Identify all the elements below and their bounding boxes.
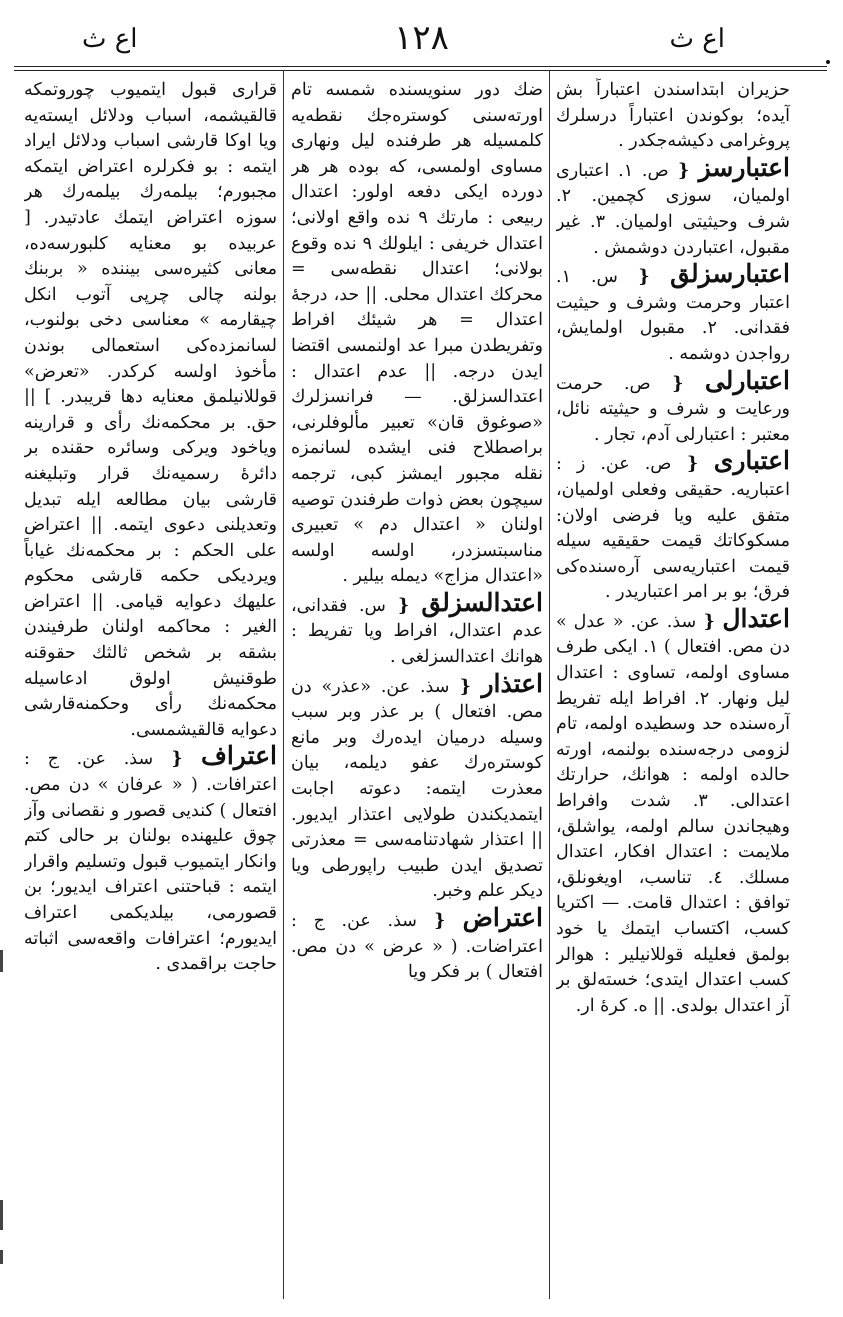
entry-brace: { (416, 911, 463, 931)
entry-headword: اعتبارسز (698, 152, 790, 182)
entry-headword: اعتذار (481, 668, 543, 698)
dictionary-entry (556, 365, 790, 449)
entry-headword: اعتدالسزلق (421, 587, 543, 617)
entry-text: ضك دور سنويسنده شمسه تام اورته‌سنى كوستره‌جك نقطه‌يه كلمسيله هر طرفنده ليل ونهارى مساوى اولمسى، كه بوده هر هر دورده ايكى دفعه اولور: اعتدال ربيعى : مارتك ٩ نده واقع اولانى؛ اعتدال خريفى : ايلولك ٩ نده وقوع بولانى؛ اعتدال نقطه‌سى = محركك اعتدال محلى. || حد، درجهٔ اعتدال = هر شيئك افراط وتفريطدن مبرا عد اولنمسى اقتضا ايدن درجه. || عدم اعتدال : اعتدالسزلق. — فرانسزلرك «صوغوق قان» تعبير مألوفلرنى، براصطلاح فنى ايشده لسانمزه نقله مجبور ايمشز كبى، ترجمه سيچون بعض ذوات طرفندن توصيه اولنان « اعتدال دم » تعبيرى مناسبتسزدر، اولسه اولسه «اعتدال مزاج» ديمله بيلير . (291, 80, 543, 587)
entry-brace: { (385, 595, 422, 616)
entry-text: ص. حرمت ورعايت و شرف و حيثيته نائل، معتبر : اعتبارلى آدم، تجار . (556, 373, 790, 445)
entry-brace: { (671, 454, 714, 475)
entry-text: سذ. عن. ج : اعترافات. ( « عرفان » دن مص. افتعال ) كنديى قصور و نقصانى وآز چوق عليهنده بولنان بر حالى كتم وانكار ايتميوب قبول وتسليم واقرار ايتمه : قباحتنى اعتراف ايديور؛ بن قصورمى، بيلديكمى اعتراف ايديورم؛ اعترافات واقعه‌سى اثباته حاجت براقمدى . (24, 749, 277, 975)
entry-headword: اعتبارلى (704, 365, 790, 395)
dictionary-entry (556, 603, 790, 1020)
entry-text: ص. عن. ز : اعتباريه. حقيقى وفعلى اولميان، متفق عليه ويا فرضى اولان: مسكوكاتك قيمت حقيقيه سيله قيمت اعتباريه‌سى آره‌سنده‌كى فرق؛ بو بر امر اعتباريدر . (556, 454, 790, 603)
entry-brace: { (153, 749, 201, 770)
dictionary-entry (291, 668, 543, 905)
header-rule (14, 66, 827, 67)
entry-text: قرارى قبول ايتميوب چوروتمكه قالقيشمه، اسباب ودلائل ايسته‌يه ويا اوكا قارشى اسباب ودلائل ايراد ايتمه : بو فكرلره اعتراض ايتمكه مجبورم؛ بيلمه‌رك بيلمه‌رك هر سوزه اعتراض ايتمك عادتيدر. [ عربيده بو معنايه كلبورسه‌ده، معانى كثيره‌سى بيننده « بربنك بولنه چالى چرپى آتوب انكل چيقارمه » معناسى دخى بولنوب، لسانمزده‌كى استعمالى بوندن مأخوذ اولسه كركدر. «تعرض» قوللانيلمق معنايه دها قريبدر. ] || حق. بر محكمه‌نك رأى و قرارينه وياخود ويركى وسائره حقنده بر دائرهٔ رسميه‌نك قرار وتبليغنه قارشى بيان مطالعه ايله تبديل وتعديلنى دعوى ايتمه. || اعتراض على الحكم : بر محكمه‌نك غياباً ويرديكى حكمه قارشى محكوم عليهك دعوايه قيامى. || اعتراض الغير : محاكمه اولنان طرفيندن بشقه بر شخص ثالثك حقوقنه طوقنيش اولوق ادعاسيله محكمه‌نك رأى وحكمنه‌قارشى دعوايه قالقيشمسى. (24, 80, 277, 740)
entry-headword: اعتبارى (713, 446, 790, 476)
header-rule-thin (14, 70, 827, 71)
entry-text: ص. ١. اعتبارى اولميان، سوزى كچمين. ٢. شرف وحيثيتى اولميان. ٣. غير مقبول، اعتباردن دوشمش . (556, 160, 790, 258)
entry-headword: اعتدال (722, 603, 790, 633)
entry-text: سذ. عن. ج : اعتراضات. ( « عرض » دن مص. افتعال ) بر فكر ويا (291, 911, 543, 983)
entry-headword: اعتبارسزلق (670, 259, 790, 289)
entry-headword: اعتراض (462, 903, 543, 932)
dictionary-entry (556, 78, 790, 155)
margin-dot (826, 60, 830, 64)
column-divider-left (283, 70, 284, 1299)
column-middle (291, 78, 543, 1297)
scan-edge-marks (0, 950, 8, 1270)
entry-text: سذ. عن. « عدل » دن مص. افتعال ) ١. ايكى طرف مساوى اولمه، تساوى : اعتدال ليل ونهار. ٢. افراط ايله تفريط آره‌سنده حد وسطيده اولمه، تام لزومى درجه‌سنده بولنمه، اورته حالده اولمه : هوانك، حرارتك اعتدالى. ٣. شدت وافراط وهيجاندن سالم اولمه، يواشلق، ملايمت : اعتدال افكار، اعتدال مسلك. ٤. تناسب، اويغونلق، توافق : اعتدال قامت. — اكتريا كسب، اكتساب ايتمك يا خود بولمق فعليله قوللانيلير : هوالر كسب اعتدال ايتدى؛ خسته‌لق بر آز اعتدال بولدى. || ه. كرهٔ ار. (556, 611, 790, 1016)
entry-text: حزيران ابتداسندن اعتباراً بش آيده؛ بوكوندن اعتباراً درسلرك پروغرامى دكيشه‌جكدر . (556, 80, 790, 152)
entry-text: س. فقدانى، عدم اعتدال، افراط ويا تفريط : هوانك اعتدالسزلغى . (291, 595, 543, 668)
dictionary-entry (556, 152, 790, 261)
column-right (556, 78, 790, 1297)
entry-brace: { (650, 373, 705, 394)
entry-text: سذ. عن. «عذر» دن مص. افتعال ) بر عذر وبر سبب وسيله درميان ايده‌رك وبر مانع كوستره‌رك عفو ديلمه، بيان معذرت ايتمه: دعوته اجابت ايتمديكندن طولايى اعتذار ايديور. || اعتذار شهادتنامه‌سى = معذرتى تصديق ايدن طبيب راپورطى ويا ديكر علم وخبر. (291, 676, 543, 902)
column-left (24, 78, 277, 1297)
dictionary-entry (291, 78, 543, 590)
right-guide-word: اع ث (669, 24, 725, 54)
entry-headword: اعتراف (200, 741, 277, 771)
dictionary-entry (291, 587, 543, 671)
dictionary-entry (24, 78, 277, 743)
entry-brace: { (668, 160, 699, 181)
column-divider-right (549, 70, 550, 1299)
entry-text: س. ١. اعتبار وحرمت وشرف و حيثيت فقدانى. ٢. مقبول اولمايش، رواجدن دوشمه . (556, 267, 790, 364)
dictionary-entry (556, 448, 790, 606)
left-guide-word: اع ث (82, 24, 138, 54)
entry-brace: { (617, 267, 671, 288)
dictionary-entry (556, 261, 790, 367)
page-header (0, 0, 843, 70)
entry-brace: { (696, 611, 723, 632)
entry-brace: { (449, 676, 482, 697)
page-number: ١٢٨ (394, 18, 449, 58)
dictionary-entry (291, 905, 543, 986)
dictionary-entry (24, 743, 277, 977)
